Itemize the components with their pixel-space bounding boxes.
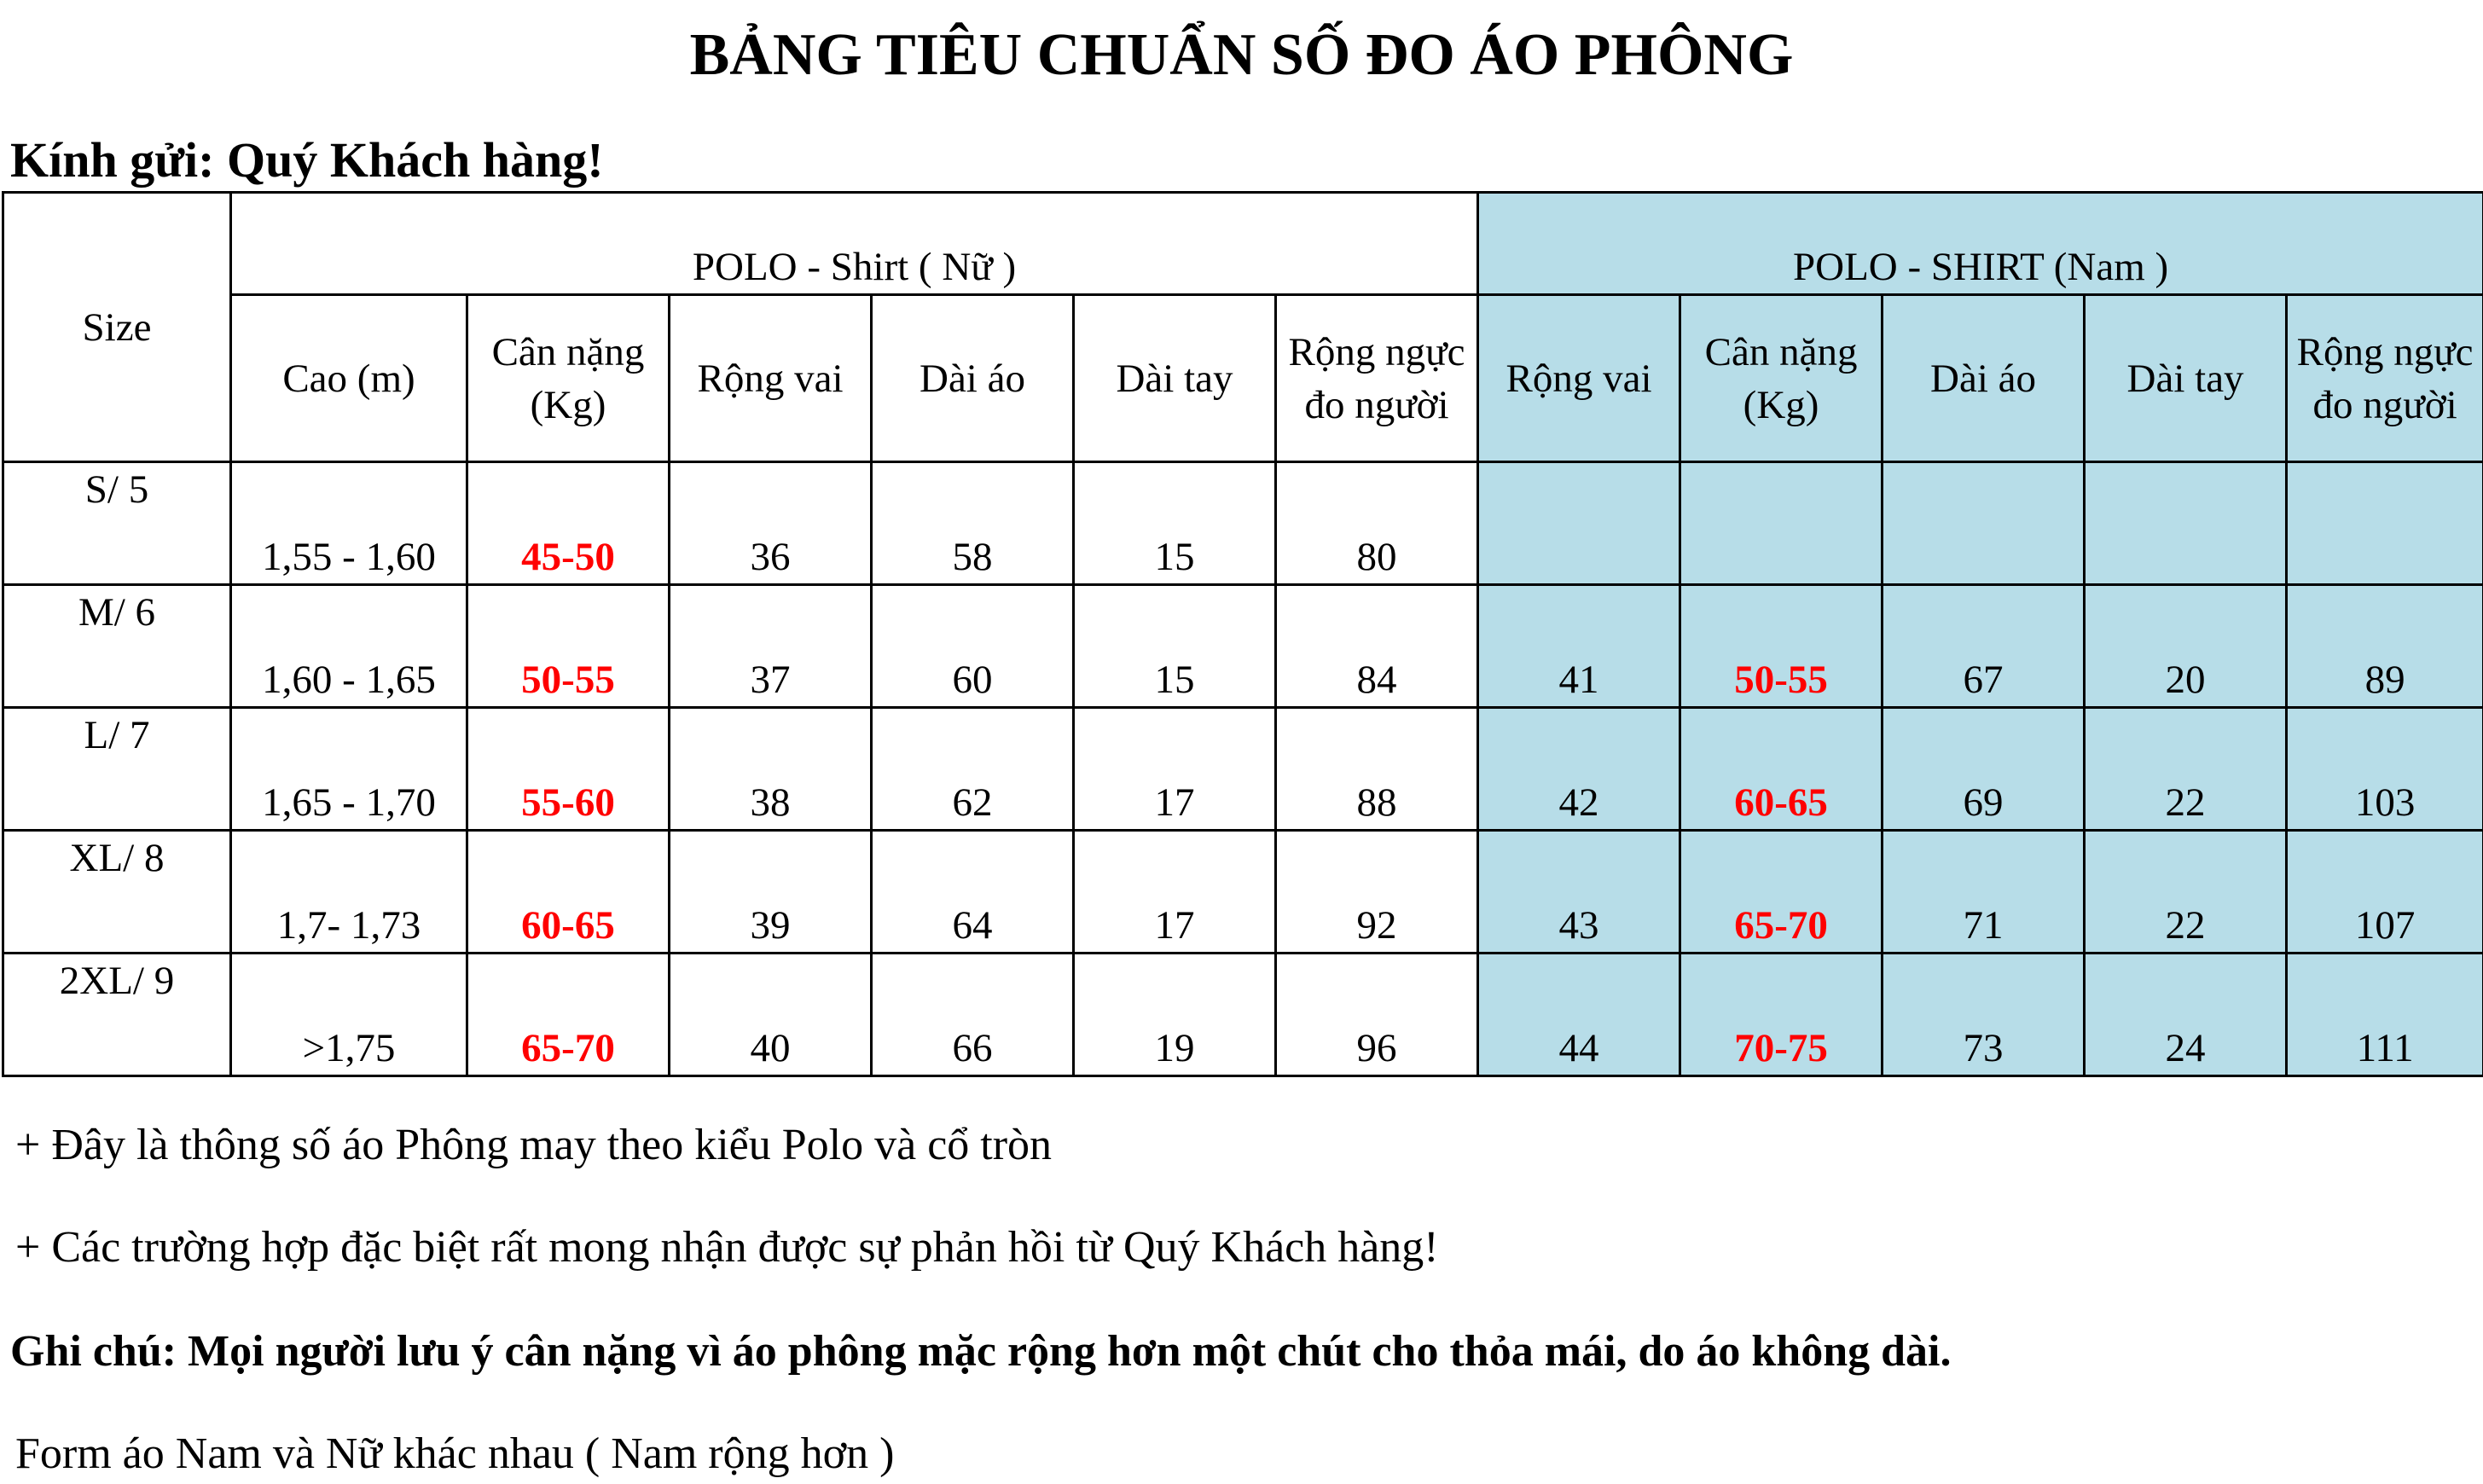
women-value-cell: 62 bbox=[872, 708, 1074, 831]
size-column-header: Size bbox=[3, 193, 231, 462]
women-weight-cell: 55-60 bbox=[467, 708, 670, 831]
men-value-cell: 22 bbox=[2085, 708, 2287, 831]
women-value-cell: 15 bbox=[1074, 462, 1276, 585]
table-row bbox=[3, 585, 2483, 708]
table-row bbox=[3, 708, 2483, 831]
women-value-cell: 15 bbox=[1074, 585, 1276, 708]
men-value-cell bbox=[2287, 462, 2483, 585]
men-value-cell: 73 bbox=[1883, 954, 2085, 1076]
women-value-cell: 60 bbox=[872, 585, 1074, 708]
women-value-cell: 84 bbox=[1276, 585, 1478, 708]
men-group-header: POLO - SHIRT (Nam ) bbox=[1478, 193, 2483, 295]
men-value-cell bbox=[2085, 462, 2287, 585]
men-value-cell: 22 bbox=[2085, 831, 2287, 954]
women-value-cell: 1,55 - 1,60 bbox=[231, 462, 467, 585]
women-col-header: Cao (m) bbox=[231, 295, 467, 462]
men-weight-cell bbox=[1680, 462, 1883, 585]
men-value-cell bbox=[1478, 462, 1680, 585]
men-value-cell: 41 bbox=[1478, 585, 1680, 708]
women-value-cell: 88 bbox=[1276, 708, 1478, 831]
group-header-row bbox=[3, 193, 2483, 295]
table-row bbox=[3, 954, 2483, 1076]
women-value-cell: 40 bbox=[670, 954, 872, 1076]
men-value-cell: 20 bbox=[2085, 585, 2287, 708]
size-cell: L/ 7 bbox=[3, 708, 231, 831]
men-weight-cell: 60-65 bbox=[1680, 708, 1883, 831]
women-weight-cell: 60-65 bbox=[467, 831, 670, 954]
greeting: Kính gửi: Quý Khách hàng! bbox=[10, 132, 604, 188]
women-value-cell: 36 bbox=[670, 462, 872, 585]
men-value-cell: 111 bbox=[2287, 954, 2483, 1076]
women-value-cell: 64 bbox=[872, 831, 1074, 954]
men-value-cell: 107 bbox=[2287, 831, 2483, 954]
women-value-cell: 80 bbox=[1276, 462, 1478, 585]
men-value-cell: 69 bbox=[1883, 708, 2085, 831]
size-cell: 2XL/ 9 bbox=[3, 954, 231, 1076]
table-row bbox=[3, 831, 2483, 954]
men-col-header: Cân nặng (Kg) bbox=[1680, 295, 1883, 462]
men-value-cell: 44 bbox=[1478, 954, 1680, 1076]
men-col-header: Dài tay bbox=[2085, 295, 2287, 462]
size-cell: S/ 5 bbox=[3, 462, 231, 585]
size-cell: M/ 6 bbox=[3, 585, 231, 708]
table-row bbox=[3, 462, 2483, 585]
women-value-cell: 66 bbox=[872, 954, 1074, 1076]
size-chart-table bbox=[2, 191, 2483, 1077]
note-feedback: + Các trường hợp đặc biệt rất mong nhận được sự phản hồi từ Quý Khách hàng! bbox=[15, 1223, 1439, 1272]
women-weight-cell: 45-50 bbox=[467, 462, 670, 585]
women-col-header: Rộng vai bbox=[670, 295, 872, 462]
men-value-cell: 43 bbox=[1478, 831, 1680, 954]
women-col-header: Dài tay bbox=[1074, 295, 1276, 462]
column-header-row bbox=[3, 295, 2483, 462]
note-weight-remark: Ghi chú: Mọi người lưu ý cân nặng vì áo phông mặc rộng hơn một chút cho thỏa mái, do áo không dài. bbox=[10, 1327, 1952, 1376]
men-value-cell bbox=[1883, 462, 2085, 585]
note-form-difference: Form áo Nam và Nữ khác nhau ( Nam rộng hơn ) bbox=[15, 1429, 895, 1478]
women-value-cell: 17 bbox=[1074, 831, 1276, 954]
women-value-cell: 38 bbox=[670, 708, 872, 831]
women-value-cell: 37 bbox=[670, 585, 872, 708]
men-weight-cell: 65-70 bbox=[1680, 831, 1883, 954]
men-col-header: Dài áo bbox=[1883, 295, 2085, 462]
women-value-cell: 58 bbox=[872, 462, 1074, 585]
size-chart-body bbox=[3, 193, 2483, 1076]
note-polo-spec: + Đây là thông số áo Phông may theo kiểu Polo và cổ tròn bbox=[15, 1121, 1053, 1169]
men-weight-cell: 50-55 bbox=[1680, 585, 1883, 708]
women-value-cell: 96 bbox=[1276, 954, 1478, 1076]
men-value-cell: 71 bbox=[1883, 831, 2085, 954]
women-value-cell: 92 bbox=[1276, 831, 1478, 954]
women-col-header: Dài áo bbox=[872, 295, 1074, 462]
men-value-cell: 24 bbox=[2085, 954, 2287, 1076]
size-cell: XL/ 8 bbox=[3, 831, 231, 954]
men-value-cell: 89 bbox=[2287, 585, 2483, 708]
women-col-header: Rộng ngực đo người bbox=[1276, 295, 1478, 462]
women-value-cell: 39 bbox=[670, 831, 872, 954]
women-value-cell: 17 bbox=[1074, 708, 1276, 831]
men-col-header: Rộng vai bbox=[1478, 295, 1680, 462]
women-value-cell: 1,65 - 1,70 bbox=[231, 708, 467, 831]
women-value-cell: 19 bbox=[1074, 954, 1276, 1076]
women-col-header: Cân nặng (Kg) bbox=[467, 295, 670, 462]
page-title: BẢNG TIÊU CHUẨN SỐ ĐO ÁO PHÔNG bbox=[689, 22, 1794, 88]
women-value-cell: 1,7- 1,73 bbox=[231, 831, 467, 954]
men-value-cell: 67 bbox=[1883, 585, 2085, 708]
men-value-cell: 103 bbox=[2287, 708, 2483, 831]
women-value-cell: >1,75 bbox=[231, 954, 467, 1076]
women-weight-cell: 50-55 bbox=[467, 585, 670, 708]
men-weight-cell: 70-75 bbox=[1680, 954, 1883, 1076]
women-value-cell: 1,60 - 1,65 bbox=[231, 585, 467, 708]
men-col-header: Rộng ngực đo người bbox=[2287, 295, 2483, 462]
women-group-header: POLO - Shirt ( Nữ ) bbox=[231, 193, 1478, 295]
men-value-cell: 42 bbox=[1478, 708, 1680, 831]
women-weight-cell: 65-70 bbox=[467, 954, 670, 1076]
